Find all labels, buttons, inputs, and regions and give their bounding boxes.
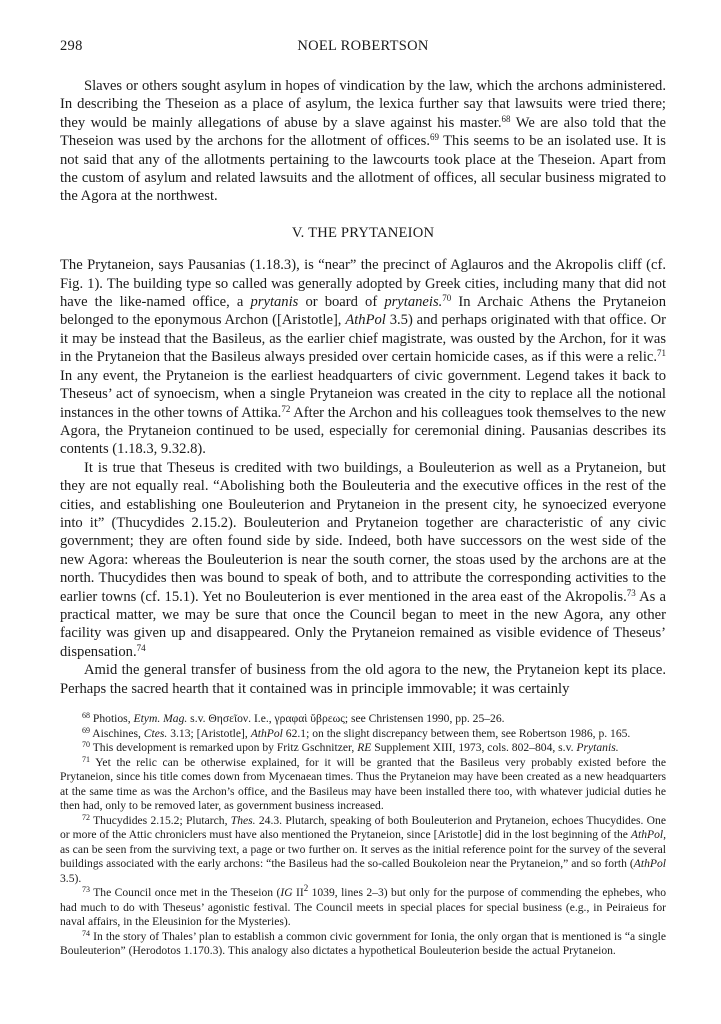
running-head: NOEL ROBERTSON — [297, 38, 429, 54]
footnote: $^{69}$ Aischines, Ctes. 3.13; [Aristotle], AthPol 62.1; on the slight discrepancy between them, see Robertson 1986, p. 165. — [82, 725, 631, 740]
footnotes — [60, 712, 666, 959]
footnote-ref: 72 — [281, 403, 291, 414]
footnote-ref: 74 — [136, 642, 146, 653]
footnote: $^{68}$ Photios, Etym. Mag. s.v. Θησεῖον. I.e., γραφαὶ ὕβρεως; see Christensen 1990, pp. 25–26. — [82, 711, 505, 725]
footnote-ref: 70 — [442, 293, 452, 304]
section-heading: V. THE PRYTANEION — [291, 224, 435, 241]
footnote-ref: 69 — [429, 132, 439, 143]
page-number: 298 — [60, 38, 83, 54]
footnote-ref: 73 — [626, 587, 636, 598]
footnote-ref: 68 — [501, 113, 511, 124]
body-text — [60, 77, 666, 698]
footnote: $^{74}$ In the story of Thales’ plan to establish a common civic government for Ionia, the only organ that is mentioned is “a single Bouleuterion” (Herodotos 1.170.3). This analogy also dictates a hypothetical Bouleuterion beside the actual Prytaneion. — [60, 928, 666, 957]
footnote: $^{70}$ This development is remarked upon by Fritz Gschnitzer, RE Supplement XIII, 1973, cols. 802–804, s.v. Prytanis. — [82, 740, 619, 754]
paragraph: Slaves or others sought asylum in hopes of vindication by the law, which the archons administered. In describing the Theseion as a place of asylum, the lexica further say that lawsuits were tried there; they would be mainly allegations of abuse by a slave against his master.$^{68}$ We are also told that the Theseion was used by the archons for the allotment of offices.$^{69}$ This seems to be an isolated use. It is not said that any of the allotments pertaining to the lawcourts took place at the Theseion. Apart from the custom of asylum and related lawsuits and the allotment of offices, all secular business migrated to the Agora at the northwest. — [60, 78, 666, 205]
page-header — [60, 38, 666, 60]
page — [60, 38, 666, 959]
footnote: $^{71}$ Yet the relic can be otherwise explained, for it will be granted that the Basileus very probably existed before the Prytaneion, since his title comes down from Mycenaean times. Thus the Prytaneion may have been created as a new headquarters at the same time as was the Archon’s office, and the Basileus may have been installed there too, with whatever judicial duties he then had, only to be removed later, as government business increased. — [60, 754, 666, 812]
footnote-ref: 71 — [657, 348, 666, 359]
paragraph: It is true that Theseus is credited with two buildings, a Bouleuterion as well as a Prytaneion, but they are not equally real. “Abolishing both the Bouleuteria and the executive offices in the rest of the cities, and establishing one Bouleuterion and Prytaneion in the present city, he synoecized everyone into it” (Thucydides 2.15.2). Bouleuterion and Prytaneion together are characteristic of any civic government; they are often found side by side. Indeed, both have successors on the west side of the new Agora: whereas the Bouleuterion is near the south corner, the stoas used by the archons are at the north. Thucydides then was bound to speak of both, and to attribute the corresponding activities to the earlier towns (cf. 15.1). Yet no Bouleuterion is ever mentioned in the area east of the Akropolis.$^{73}$ As a practical matter, we may be sure that once the Council began to meet in the new Agora, any other facility was given up and disappeared. Only the Prytaneion remained as visible evidence of Theseus’ dispensation.$^{74}$ — [60, 459, 667, 660]
paragraph: Amid the general transfer of business from the old agora to the new, the Prytaneion kept its place. Perhaps the sacred hearth that it contained was in principle immovable; it was certainly — [60, 662, 666, 697]
paragraph: The Prytaneion, says Pausanias (1.18.3), is “near” the precinct of Aglauros and the Akropolis cliff (cf. Fig. 1). The building type so called was generally adopted by Greek cities, including many that did not have the like-named office, a prytanis or board of prytaneis.$^{70}$ In Archaic Athens the Prytaneion belonged to the eponymous Archon ([Aristotle], AthPol 3.5) and perhaps originated with that office. Or it may be instead that the Basileus, as the earlier chief magistrate, was ousted by the Archon, for it was in the Prytaneion that the Basileus always presided over certain homicide cases, as if this were a relic.$^{71}$ In any event, the Prytaneion is the earliest headquarters of civic government. Legend takes it back to Theseus’ act of synoecism, when a single Prytaneion was created in the city to replace all the notional instances in the other towns of Attika.$^{72}$ After the Archon and his colleagues took themselves to the new Agora, the Prytaneion continued to be used, especially for ceremonial dining. Pausanias describes its contents (1.18.3, 9.32.8). — [60, 257, 666, 458]
footnote: $^{73}$ The Council once met in the Theseion (IG $II^2$ 1039, lines 2–3) but only for the purpose of commending the ephebes, who had much to do with Theseus’ agonistic festival. The Council meets in special places for special business (e.g., in Peiraieus for naval affairs, in the Eleusinion for the Mysteries). — [60, 883, 666, 928]
footnote: $^{72}$ Thucydides 2.15.2; Plutarch, Thes. 24.3. Plutarch, speaking of both Bouleuterion and Prytaneion, echoes Thucydides. One or more of the Attic chroniclers must have also mentioned the Prytaneion, since [Aristotle] did in the lost beginning of the AthPol, as can be seen from the surviving text, a page or two further on. It serves as the initial reference point for the survey of the several buildings associated with the early archons: “the Basileus had the so-called Boukoleion near the Prytaneion,” and so forth (AthPol 3.5). — [60, 812, 666, 885]
